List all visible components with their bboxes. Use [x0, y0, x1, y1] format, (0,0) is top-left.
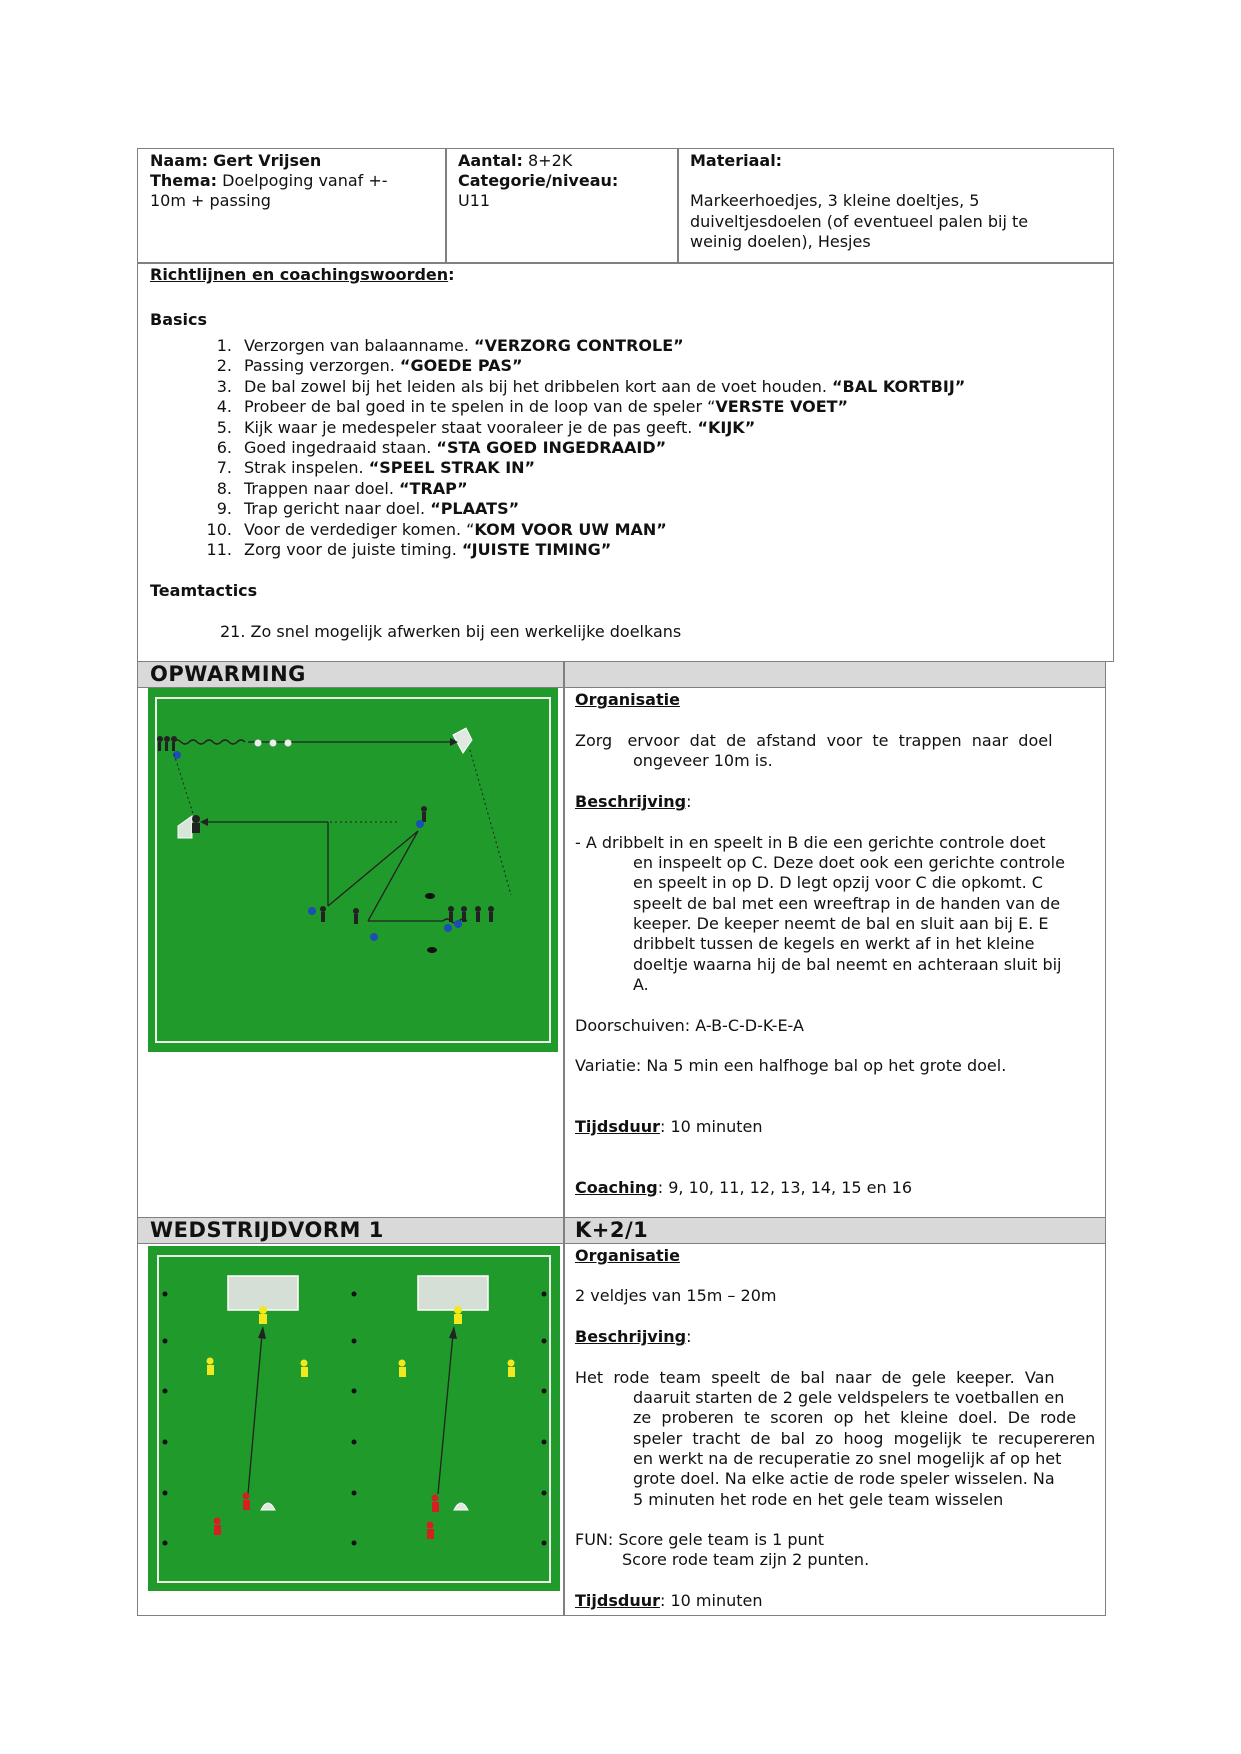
wedstrijdvorm-header-divider [563, 1217, 565, 1244]
list-item: 11. Zorg voor de juiste timing. “JUISTE TIMING” [206, 540, 612, 559]
balls [308, 820, 462, 941]
wedstrijdvorm-beschrijving-line: daaruit starten de 2 gele veldspelers te voetballen en [633, 1388, 1065, 1407]
opwarming-body-divider [563, 687, 565, 1218]
run-line-2 [470, 750, 511, 895]
list-item: 9. Trap gericht naar doel. “PLAATS” [216, 499, 520, 518]
goal-left [228, 1276, 298, 1310]
materiaal-line-1: Markeerhoedjes, 3 kleine doeltjes, 5 [690, 191, 980, 210]
opwarming-beschrijving-line: doeltje waarna hij de bal neemt en achteraan sluit bij [633, 955, 1062, 974]
opwarming-beschrijving-line: keeper. De keeper neemt de bal en sluit aan bij E. E [633, 914, 1049, 933]
player-group-a [157, 736, 177, 751]
wedstrijdvorm-beschrijving-line: ze proberen te scoren op het kleine doel. De rode [633, 1408, 1077, 1427]
red-players [214, 1493, 440, 1540]
opwarming-organisatie-line1: Zorg ervoor dat de afstand voor te trappen naar doel [575, 731, 1053, 750]
wedstrijdvorm-beschrijving-line: Het rode team speelt de bal naar de gele keeper. Van [575, 1368, 1055, 1387]
opwarming-title: OPWARMING [150, 662, 306, 686]
opwarming-beschrijving-line: speelt de bal met een wreeftrap in de handen van de [633, 894, 1061, 913]
opwarming-beschrijving-line: en inspeelt op C. Deze doet ook een gerichte controle [633, 853, 1065, 872]
pass-line-right [438, 1334, 453, 1494]
wedstrijdvorm-beschrijving-line: 5 minuten het rode en het gele team wisselen [633, 1490, 1004, 1509]
keeper-head [192, 815, 200, 823]
keeper-body [192, 823, 200, 833]
header-divider-1 [445, 148, 447, 264]
guidelines-title: Richtlijnen en coachingswoorden: [150, 265, 455, 284]
list-item: 1. Verzorgen van balaanname. “VERZORG CONTROLE” [216, 336, 684, 355]
list-item: 8. Trappen naar doel. “TRAP” [216, 479, 468, 498]
categorie-label: Categorie/niveau: [458, 171, 619, 190]
opwarming-beschrijving-line: - A dribbelt in en speelt in B die een gerichte controle doet [575, 833, 1046, 852]
wedstrijdvorm-tijdsduur: Tijdsduur: 10 minuten [575, 1591, 763, 1610]
naam-line: Naam: Gert Vrijsen [150, 151, 322, 170]
cones-dark [425, 893, 437, 953]
cone-row [255, 740, 292, 747]
run-line-1 [174, 754, 196, 823]
list-item: 10. Voor de verdediger komen. “KOM VOOR UW MAN” [206, 520, 667, 539]
wedstrijdvorm-organisatie-value: 2 veldjes van 15m – 20m [575, 1286, 777, 1305]
wedstrijdvorm-fun-line2: Score rode team zijn 2 punten. [622, 1550, 870, 1569]
opwarming-beschrijving-label: Beschrijving: [575, 792, 692, 811]
teamtactics-item: 21. Zo snel mogelijk afwerken bij een werkelijke doelkans [220, 622, 682, 641]
wedstrijdvorm-diagram [148, 1246, 560, 1591]
opwarming-header-divider [563, 661, 565, 688]
wedstrijdvorm-beschrijving-line: grote doel. Na elke actie de rode speler wisselen. Na [633, 1469, 1055, 1488]
list-item: 6. Goed ingedraaid staan. “STA GOED INGEDRAAID” [216, 438, 667, 457]
player-d [353, 908, 359, 924]
arrow-head [258, 1326, 266, 1339]
wedstrijdvorm-fun-line1: FUN: Score gele team is 1 punt [575, 1530, 825, 1549]
opwarming-beschrijving-line: en speelt in op D. D legt opzij voor C die opkomt. C [633, 873, 1043, 892]
wedstrijdvorm-beschrijving-label: Beschrijving: [575, 1327, 692, 1346]
arrow-head [200, 818, 208, 826]
player-group-e [448, 906, 494, 922]
opwarming-tijdsduur: Tijdsduur: 10 minuten [575, 1117, 763, 1136]
player-c [320, 906, 326, 922]
list-item: 2. Passing verzorgen. “GOEDE PAS” [216, 356, 523, 375]
small-goal-left [261, 1503, 275, 1510]
opwarming-field-svg [148, 688, 558, 1052]
wedstrijdvorm-organisatie-label: Organisatie [575, 1246, 680, 1265]
goal-right [418, 1276, 488, 1310]
materiaal-line-2: duiveltjesdoelen (of eventueel palen bij te [690, 212, 1029, 231]
list-item: 5. Kijk waar je medespeler staat vooraleer je de pas geeft. “KIJK” [216, 418, 756, 437]
pass-line-6 [368, 831, 418, 921]
wedstrijdvorm-field-svg [148, 1246, 560, 1591]
pass-line-left [248, 1334, 262, 1494]
wedstrijdvorm-body-divider [563, 1243, 565, 1616]
materiaal-label: Materiaal: [690, 151, 783, 170]
basics-label: Basics [150, 310, 208, 329]
goal-small-left [178, 816, 192, 838]
cone-dots [163, 1292, 547, 1546]
wedstrijdvorm-beschrijving-line: en werkt na de recuperatie zo snel mogelijk af op het [633, 1449, 1062, 1468]
opwarming-coaching: Coaching: 9, 10, 11, 12, 13, 14, 15 en 16 [575, 1178, 913, 1197]
opwarming-organisatie-label: Organisatie [575, 690, 680, 709]
wedstrijdvorm-beschrijving-line: speler tracht de bal zo hoog mogelijk te recupereren [633, 1429, 1096, 1448]
opwarming-diagram [148, 688, 558, 1052]
aantal-line: Aantal: 8+2K [458, 151, 573, 170]
thema-line-2: 10m + passing [150, 191, 271, 210]
categorie-value: U11 [458, 191, 491, 210]
list-item: 3. De bal zowel bij het leiden als bij het dribbelen kort aan de voet houden. “BAL KORTBIJ” [216, 377, 966, 396]
wedstrijdvorm-format: K+2/1 [575, 1218, 649, 1242]
opwarming-variatie: Variatie: Na 5 min een halfhoge bal op het grote doel. [575, 1056, 1007, 1075]
dribble-path-1 [173, 740, 245, 744]
materiaal-line-3: weinig doelen), Hesjes [690, 232, 871, 251]
opwarming-beschrijving-line: A. [633, 975, 649, 994]
arrow-head [449, 1326, 457, 1339]
teamtactics-label: Teamtactics [150, 581, 258, 600]
opwarming-organisatie-line2: ongeveer 10m is. [633, 751, 773, 770]
opwarming-doorschuiven: Doorschuiven: A-B-C-D-K-E-A [575, 1016, 804, 1035]
yellow-players [207, 1306, 516, 1377]
pass-line-5 [328, 831, 418, 906]
list-item: 4. Probeer de bal goed in te spelen in de loop van de speler “VERSTE VOET” [216, 397, 849, 416]
small-goal-right [454, 1503, 468, 1510]
wedstrijdvorm-title: WEDSTRIJDVORM 1 [150, 1218, 384, 1242]
goal-small-right [453, 728, 472, 753]
thema-line: Thema: Doelpoging vanaf +- [150, 171, 388, 190]
list-item: 7. Strak inspelen. “SPEEL STRAK IN” [216, 458, 536, 477]
opwarming-beschrijving-line: dribbelt tussen de kegels en werkt af in het kleine [633, 934, 1035, 953]
player-b [421, 806, 427, 822]
header-divider-2 [677, 148, 679, 264]
field-border [156, 698, 550, 1042]
